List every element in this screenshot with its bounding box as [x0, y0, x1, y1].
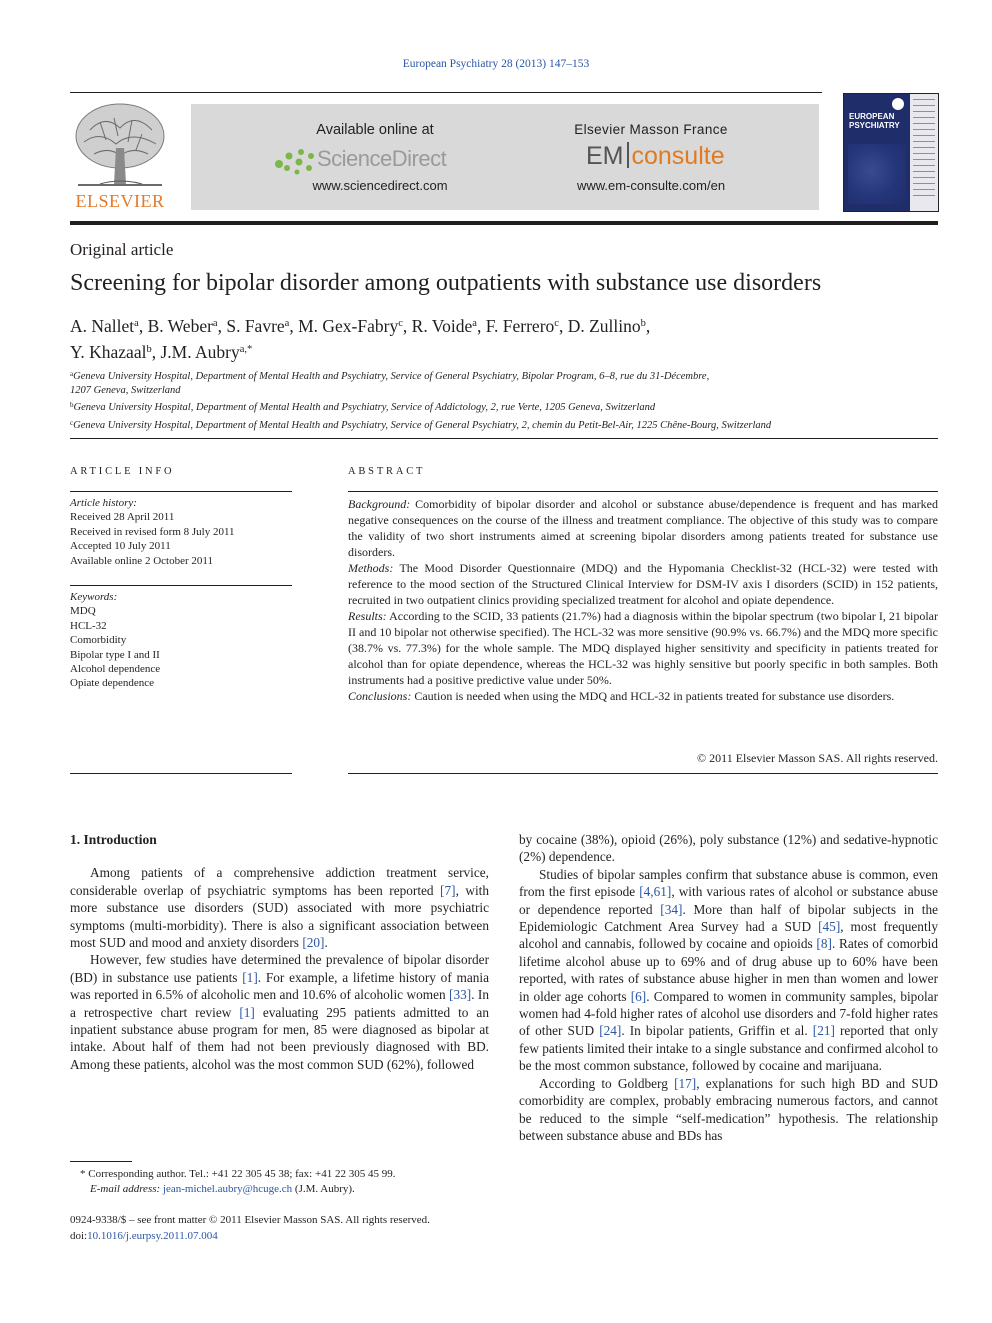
abstract-section-label: Background:: [348, 497, 411, 511]
history-item: Available online 2 October 2011: [70, 554, 213, 567]
footnote-star: *: [80, 1168, 86, 1180]
sciencedirect-logo-text: ScienceDirect: [317, 146, 447, 171]
keyword-item[interactable]: Alcohol dependence: [70, 663, 161, 676]
em-logo-consulte: consulte: [631, 142, 725, 170]
email-label: E-mail address:: [90, 1183, 161, 1195]
em-consulte-url[interactable]: www.em-consulte.com/en: [576, 178, 726, 193]
body-text: . In bipolar patients, Griffin et al.: [621, 1023, 813, 1039]
citation-link[interactable]: [8]: [816, 936, 832, 952]
author-affiliation-marker: a: [284, 318, 290, 329]
author-affiliation-marker: a: [212, 318, 218, 329]
author-name[interactable]: D. Zullino: [567, 316, 641, 336]
body-text: , with various rates of alcohol or substance abuse or dependence reported: [519, 884, 938, 917]
cover-contents-strip: [910, 94, 938, 211]
citation-link[interactable]: [1]: [239, 1004, 255, 1020]
body-paragraph: [70, 864, 489, 951]
access-banner: [191, 104, 819, 210]
header-thick-rule: [70, 221, 938, 225]
body-text: Among patients of a comprehensive addiction treatment service, considerable overlap of psychiatric symptoms has been reported: [70, 865, 489, 898]
body-text: . In a retrospective chart review: [70, 987, 489, 1020]
keyword-item[interactable]: Comorbidity: [70, 634, 127, 647]
author-list: [70, 312, 940, 364]
article-info-rule: [70, 491, 292, 492]
title-rule: [70, 438, 938, 439]
citation-link[interactable]: [4,61]: [639, 884, 672, 900]
abstract-section-text: Caution is needed when using the MDQ and HCL-32 in patients treated for substance use disorders.: [411, 689, 895, 703]
body-text: , most frequently alcohol and cannabis, followed by cocaine and opioids: [519, 919, 938, 952]
author-name[interactable]: B. Weber: [147, 316, 213, 336]
abstract-section-label: Results:: [348, 609, 387, 623]
article-info-heading: ARTICLE INFO: [70, 466, 175, 477]
history-item: Accepted 10 July 2011: [70, 540, 171, 553]
abstract-section-label: Methods:: [348, 561, 394, 575]
citation-link[interactable]: [24]: [599, 1023, 622, 1039]
article-history-label: Article history:: [70, 497, 137, 509]
elsevier-masson-label: Elsevier Masson France: [574, 122, 728, 137]
body-text: reported that only few patients limited their intake to a single substance and confirmed alcohol to be the most common substance, followed by cocaine and marijuana.: [519, 1023, 938, 1074]
author-affiliation-marker: c: [398, 318, 403, 329]
author-name[interactable]: A. Nallet: [70, 316, 135, 336]
citation-link[interactable]: [1]: [242, 969, 258, 985]
corresponding-author-footnote: [70, 1167, 489, 1197]
journal-reference[interactable]: European Psychiatry 28 (2013) 147–153: [402, 58, 590, 70]
history-item: Received 28 April 2011: [70, 511, 175, 524]
body-paragraph: [70, 951, 489, 1073]
body-paragraph: [519, 866, 938, 1075]
tree-icon: [70, 100, 170, 188]
affiliations: [70, 367, 940, 433]
body-text: . Rates of comorbid lifetime alcohol abuse up to 69% and of drug abuse up to 60% have been reported, with rates of substance abuse higher in men than women and lower in older age cohorts: [519, 936, 938, 1004]
introduction-heading: 1. Introduction: [70, 832, 157, 847]
author-affiliation-marker: a,*: [239, 344, 253, 355]
elsevier-logo: [70, 100, 174, 212]
citation-link[interactable]: [17]: [674, 1075, 697, 1091]
author-name[interactable]: Y. Khazaal: [70, 342, 147, 362]
citation-link[interactable]: [6]: [630, 988, 647, 1004]
email-suffix: (J.M. Aubry).: [292, 1183, 355, 1195]
abstract-section-label: Conclusions:: [348, 689, 412, 703]
abstract-rule: [348, 491, 938, 492]
body-text: by cocaine (38%), opioid (26%), poly substance (12%) and sedative-hypnotic (2%) dependence.: [519, 832, 938, 865]
keyword-list: [70, 604, 292, 690]
doi-link[interactable]: 10.1016/j.eurpsy.2011.07.004: [87, 1229, 218, 1242]
history-item: Received in revised form 8 July 2011: [70, 525, 235, 538]
body-text: .: [324, 935, 328, 951]
footnote-corresponding: Corresponding author. Tel.: +41 22 305 45 38; fax: +41 22 305 45 99.: [88, 1168, 396, 1180]
abstract-section-text: Comorbidity of bipolar disorder and alcohol or substance abuse/dependence is frequent and has marked negative consequences on the course of the illness and treatment compliance. The objective of this study was to compare the validity of two short instruments aimed at screening bipolar disorders among patients treated for substance use disorders.: [348, 497, 938, 559]
cover-title: EUROPEAN PSYCHIATRY: [849, 112, 900, 130]
citation-link[interactable]: [21]: [812, 1023, 835, 1039]
em-logo-divider: [627, 142, 629, 168]
keyword-item[interactable]: HCL-32: [70, 619, 107, 632]
author-name[interactable]: S. Favre: [226, 316, 285, 336]
citation-link[interactable]: [45]: [818, 919, 841, 935]
issn-line: 0924-9338/$ – see front matter © 2011 Elsevier Masson SAS. All rights reserved.: [70, 1214, 430, 1226]
body-text: Studies of bipolar samples confirm that substance abuse is common, even from the first episode: [519, 866, 938, 900]
front-matter-info: [70, 1213, 510, 1244]
author-name[interactable]: R. Voide: [411, 316, 473, 336]
europe-map-icon: [848, 144, 906, 204]
keyword-item[interactable]: Opiate dependence: [70, 677, 154, 690]
keyword-item[interactable]: Bipolar type I and II: [70, 648, 160, 661]
body-text: According to Goldberg: [539, 1075, 675, 1091]
affiliation-text: 1207 Geneva, Switzerland: [70, 385, 181, 397]
abstract-section-text: The Mood Disorder Questionnaire (MDQ) and the Hypomania Checklist-32 (HCL-32) were tested with reference to the mood section of the Structured Clinical Interview for DSM-IV axis I disorders (SCID) in 152 patients, recruited in two outpatient clinics providing specialized treatment for alcohol and opiate dependence.: [348, 561, 938, 607]
citation-link[interactable]: [20]: [302, 935, 325, 951]
em-logo-em: EM: [586, 142, 624, 170]
available-online-label: Available online at: [316, 122, 434, 138]
abstract-body: [348, 496, 938, 704]
body-paragraph: [519, 831, 938, 866]
keyword-item[interactable]: MDQ: [70, 605, 96, 618]
affiliation-text: Geneva University Hospital, Department of Mental Health and Psychiatry, Service of General Psychiatry, 2, chemin du Petit-Bel-Air, 1225 Chêne-Bourg, Switzerland: [73, 419, 772, 431]
author-affiliation-marker: b: [146, 344, 152, 355]
history-list: [70, 510, 292, 568]
affiliation-line: [70, 416, 940, 433]
cover-badge-icon: [892, 98, 904, 110]
author-line-2: Y. Khazaal$^b$, J.M. Aubry$^{a,*}$: [70, 342, 253, 362]
abstract-section: [348, 608, 938, 688]
elsevier-wordmark: ELSEVIER: [75, 191, 165, 211]
article-history: [70, 496, 292, 568]
header-rule: [70, 92, 822, 93]
body-text: . More than half of bipolar subjects in the Epidemiologic Catchment Area Survey had a SUD: [519, 901, 939, 935]
author-affiliation-marker: b: [640, 318, 646, 329]
affiliation-line: [70, 367, 940, 384]
body-right-column: [519, 831, 938, 1144]
doi-prefix: doi:: [70, 1229, 88, 1242]
affiliation-marker: a: [70, 370, 74, 378]
author-name[interactable]: M. Gex-Fabry: [298, 316, 399, 336]
article-info-bottom-rule: [70, 773, 292, 774]
article-type: Original article: [70, 240, 174, 259]
body-text: . For example, a lifetime history of mania was reported in 6.5% of alcoholic men and 10.6% of alcoholic women: [70, 969, 489, 1003]
body-text: , with more substance use disorders (SUD) associated with more psychiatric symptoms (multi-morbidity). There is also a significant association between most SUD and mood and anxiety disorders: [70, 882, 489, 951]
affiliation-line: [70, 398, 940, 415]
body-text: , explanations for such high BD and SUD comorbidity are complex, probably embracing numerous factors, and cannot be reduced to the simple “self-medication” hypothesis. The relationship between substance abuse and BDs has: [519, 1075, 939, 1143]
body-text: However, few studies have determined the prevalence of bipolar disorder (BD) in substance use patients: [70, 952, 489, 985]
body-text: evaluating 295 patients admitted to an inpatient substance abuse program for men, 85 were diagnosed as bipolar at intake. About half of them had not been previously diagnosed with BD. Among these patients, alcohol was the most common SUD (62%), followed: [70, 1004, 489, 1072]
author-line-1: A. Nallet$^a$, B. Weber$^a$, S. Favre$^a$, M. Gex-Fabry$^c$, R. Voide$^a$, F. Ferrero$^c$, D. Zullino$^b$,: [70, 316, 651, 336]
footnote-rule: [70, 1161, 132, 1162]
author-email-link[interactable]: jean-michel.aubry@hcuge.ch: [162, 1183, 293, 1195]
keywords-label: Keywords:: [70, 591, 118, 603]
sciencedirect-url[interactable]: www.sciencedirect.com: [312, 178, 448, 193]
abstract-bottom-rule: [348, 773, 938, 774]
abstract-section: [348, 496, 938, 560]
citation-link[interactable]: [33]: [449, 987, 472, 1003]
author-affiliation-marker: c: [554, 318, 559, 329]
abstract-section: [348, 560, 938, 608]
affiliation-line: [70, 384, 940, 398]
author-name[interactable]: F. Ferrero: [485, 316, 555, 336]
affiliation-marker: b: [70, 401, 74, 410]
em-consulte-logo: [586, 142, 725, 171]
article-title: Screening for bipolar disorder among outpatients with substance use disorders: [70, 270, 822, 296]
citation-link[interactable]: [7]: [440, 882, 456, 898]
abstract-section-text: According to the SCID, 33 patients (21.7%) had a diagnosis within the bipolar spectrum (two bipolar I, 21 bipolar II and 10 bipolar not otherwise specified). The HCL-32 was more sensitive (90.9% vs. 66.7%) and the MDQ more specific (38.7% vs. 77.3%) for the whole sample. The MDQ displayed higher sensitivity and specificity in patients treated for alcohol than for opiate dependence, whereas the HCL-32 was highly sensitive but poorly specific in both samples. Both instruments had a positive predictive value under 50%.: [348, 609, 938, 687]
affiliation-marker: c: [70, 418, 74, 427]
affiliation-text: Geneva University Hospital, Department of Mental Health and Psychiatry, Service of Addictology, 2, rue Verte, 1205 Geneva, Switzerland: [73, 402, 656, 414]
body-text: . Compared to women in community samples, bipolar women had 4-fold higher rates of alcohol use disorders and 7-fold higher rates of other SUD: [519, 988, 938, 1039]
abstract-heading: ABSTRACT: [348, 466, 426, 477]
abstract-copyright: © 2011 Elsevier Masson SAS. All rights reserved.: [697, 751, 938, 765]
keywords-rule: [70, 585, 292, 586]
body-left-column: [70, 831, 489, 1073]
author-name[interactable]: J.M. Aubry: [160, 342, 240, 362]
journal-cover-thumbnail[interactable]: [843, 93, 939, 212]
affiliation-text: Geneva University Hospital, Department of Mental Health and Psychiatry, Service of General Psychiatry, Bipolar Program, 6–8, rue du 31-Décembre,: [73, 371, 710, 382]
citation-link[interactable]: [34]: [660, 901, 683, 917]
abstract-section: [348, 688, 938, 704]
author-affiliation-marker: a: [134, 318, 139, 329]
body-paragraph: [519, 1075, 938, 1145]
keywords-block: [70, 590, 292, 691]
author-affiliation-marker: a: [472, 318, 477, 329]
